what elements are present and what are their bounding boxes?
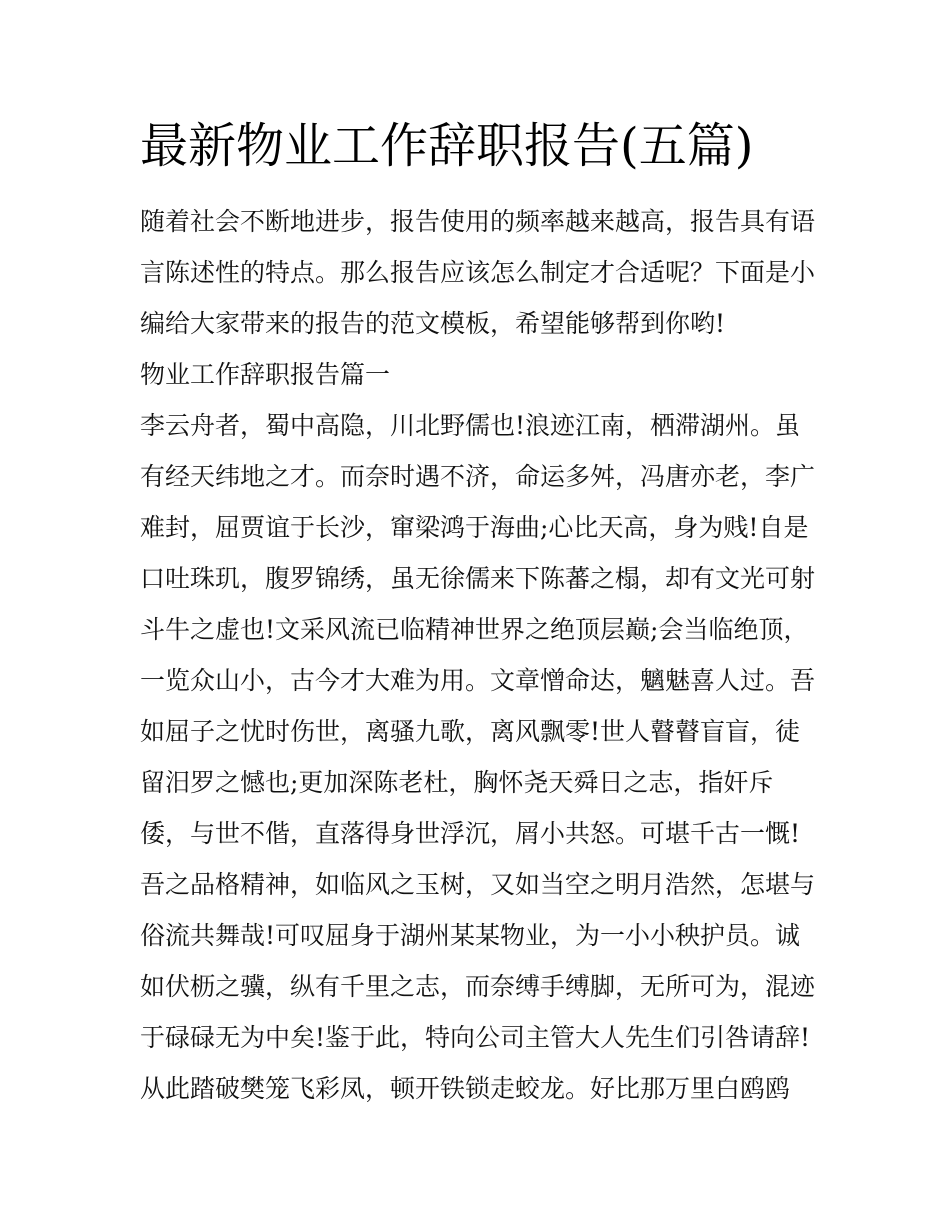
- section-heading: 物业工作辞职报告篇一: [140, 360, 391, 389]
- paragraph-line: 难封，屈贾谊于长沙，窜梁鸿于海曲;心比天高，身为贱!自是: [140, 513, 809, 542]
- paragraph-line: 有经天纬地之才。而奈时遇不济，命运多舛，冯唐亦老，李广: [140, 462, 816, 491]
- intro-line-2: 言陈述性的特点。那么报告应该怎么制定才合适呢？下面是小: [140, 258, 816, 287]
- paragraph-line: 一览众山小，古今才大难为用。文章憎命达，魑魅喜人过。吾: [140, 666, 816, 695]
- paragraph-line: 于碌碌无为中矣!鉴于此，特向公司主管大人先生们引咎请辞!: [140, 1023, 811, 1052]
- paragraph-line: 从此踏破樊笼飞彩凤，顿开铁锁走蛟龙。好比那万里白鸥鸥: [140, 1074, 791, 1103]
- paragraph-line: 留汨罗之憾也;更加深陈老杜，胸怀尧天舜日之志，指奸斥: [140, 768, 774, 797]
- paragraph-line: 俗流共舞哉!可叹屈身于湖州某某物业，为一小小秧护员。诚: [140, 921, 801, 950]
- paragraph-line: 如屈子之忧时伤世，离骚九歌，离风飘零!世人瞽瞽盲盲，徒: [140, 717, 801, 746]
- document-title: 最新物业工作辞职报告(五篇): [140, 118, 754, 174]
- paragraph-line: 李云舟者，蜀中高隐，川北野儒也!浪迹江南，栖滞湖州。虽: [140, 411, 801, 440]
- paragraph-line: 如伏枥之骥，纵有千里之志，而奈缚手缚脚，无所可为，混迹: [140, 972, 816, 1001]
- paragraph-line: 口吐珠玑，腹罗锦绣，虽无徐儒来下陈蕃之榻，却有文光可射: [140, 564, 816, 593]
- paragraph-line: 倭，与世不偕，直落得身世浮沉，屑小共怒。可堪千古一慨!: [140, 819, 801, 848]
- intro-line-1: 随着社会不断地进步，报告使用的频率越来越高，报告具有语: [140, 207, 816, 236]
- paragraph-line: 斗牛之虚也!文采风流已临精神世界之绝顶层巅;会当临绝顶，: [140, 615, 809, 644]
- paragraph-line: 吾之品格精神，如临风之玉树，又如当空之明月浩然，怎堪与: [140, 870, 816, 899]
- intro-line-3: 编给大家带来的报告的范文模板，希望能够帮到你哟!: [140, 309, 726, 338]
